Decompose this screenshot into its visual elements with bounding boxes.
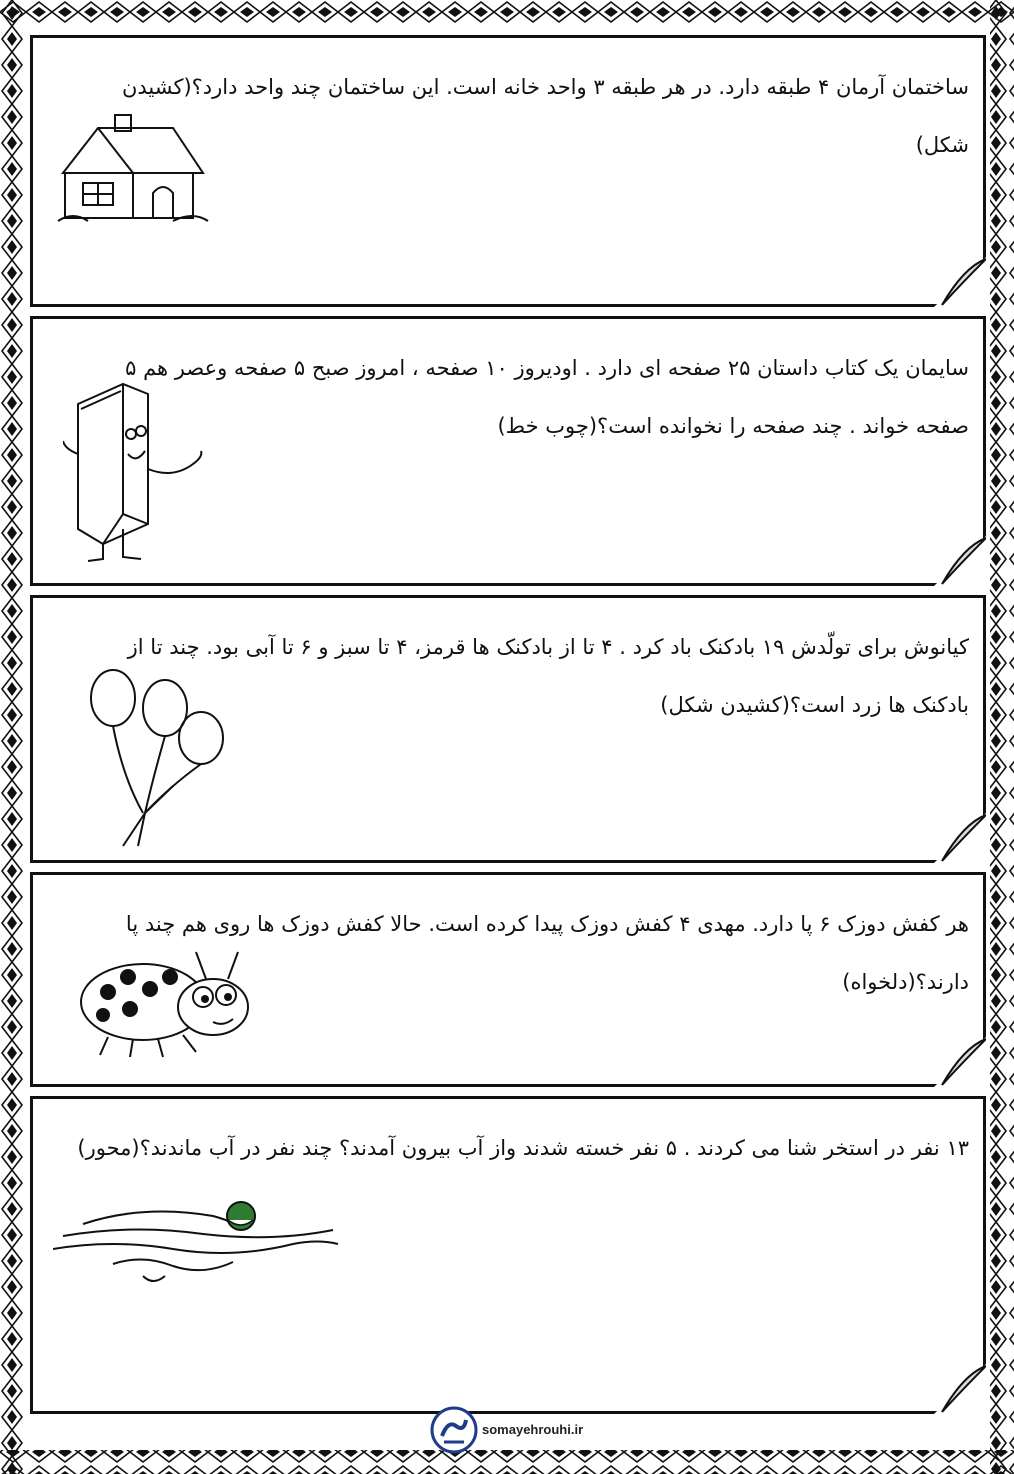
balloons-icon [83,668,233,848]
ladybug-icon [78,947,253,1062]
footer-site[interactable]: somayehrouhi.ir [482,1422,584,1437]
page-curl [934,536,986,586]
problem-card-1 [30,35,986,307]
swimmer-icon [53,1194,343,1289]
problem-text-1: ساختمان آرمان ۴ طبقه دارد. در هر طبقه ۳ واحد خانه است. این ساختمان چند واحد دارد؟(کشیدن شکل) [121,75,969,157]
page-curl [934,257,986,307]
page-curl [934,1037,986,1087]
house-icon [53,113,213,228]
page-curl [934,813,986,863]
problem-text-3: کیانوش برای تولّدش ۱۹ بادکنک باد کرد . ۴ تا از بادکنک ها قرمز، ۴ تا سبز و ۶ تا آبی بود. چند تا از بادکنک ها زرد است؟(کشیدن شکل) [127,635,969,717]
book-character-icon [63,379,223,569]
problem-card-4 [30,872,986,1087]
problem-text-4: هر کفش دوزک ۶ پا دارد. مهدی ۴ کفش دوزک پیدا کرده است. حالا کفش دوزک ها روی هم چند پا دارند؟(دلخواه) [125,912,969,994]
problem-text-5: ۱۳ نفر در استخر شنا می کردند . ۵ نفر خسته شدند واز آب بیرون آمدند؟ چند نفر در آب ماندند؟(محور) [77,1136,969,1160]
page-curl [934,1364,986,1414]
logo-icon [430,1406,478,1454]
problem-card-2 [30,316,986,586]
problem-card-3 [30,595,986,863]
problem-text-2: سایمان یک کتاب داستان ۲۵ صفحه ای دارد . اودیروز ۱۰ صفحه ، امروز صبح ۵ صفحه وعصر هم ۵ صفحه خواند . چند صفحه را نخوانده است؟(چوب خط) [125,356,969,438]
problem-card-5 [30,1096,986,1414]
